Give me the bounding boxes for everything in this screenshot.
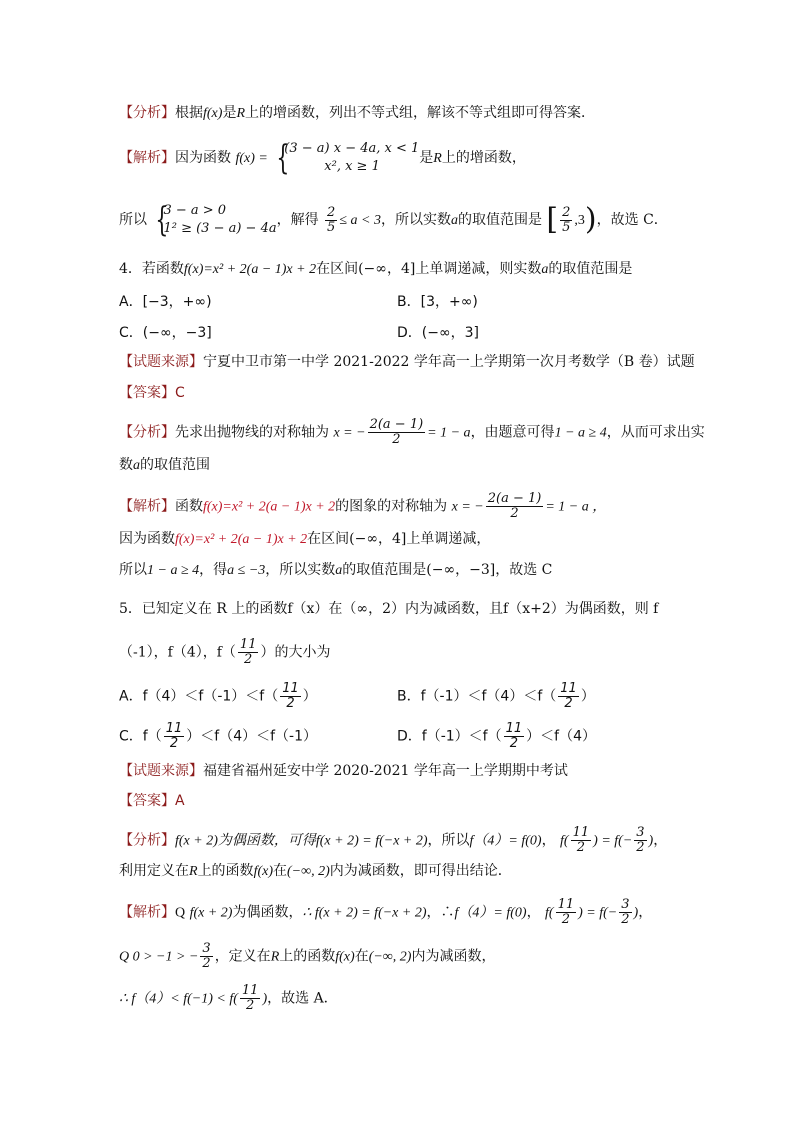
piece-2: x², x ≥ 1 [324, 159, 380, 174]
fraction: $\frac{2}{5}$ [562, 204, 571, 235]
math-result: a ≤ −3 [227, 563, 266, 578]
math-fx: f(x) [335, 949, 355, 965]
math-interval: (−∞, 2) [368, 949, 412, 965]
math-expr: ) = f(− [578, 905, 618, 921]
fraction: $\frac{11}{2}$ [165, 721, 183, 751]
q4-stem [119, 260, 632, 279]
math-expr: Q 0 > −1 > − [119, 949, 199, 965]
fraction: $\frac{3}{2}$ [621, 897, 630, 927]
q3-conclusion [119, 202, 668, 238]
q4-option-d: D．(−∞，3] [397, 325, 480, 341]
text: 利用定义在 [119, 863, 189, 879]
fraction: $\frac{11}{2}$ [557, 897, 575, 927]
math-axis-rhs: = 1 − a [427, 425, 471, 441]
math-a: a [541, 262, 549, 277]
answer-text: A [175, 793, 185, 809]
fraction: $\frac{11}{2}$ [282, 681, 299, 711]
solution-label: 【解析】 [119, 498, 175, 515]
q4-solution-line3 [119, 561, 552, 580]
text: ）的大小为 [260, 644, 331, 661]
fraction: $\frac{2}{5}$ [327, 204, 336, 235]
math-ineq: 1 − a ≥ 4 [554, 425, 607, 441]
solution-label: 【解析】 [119, 904, 175, 921]
math-expr: f(x + 2)为偶函数，可得 [175, 833, 316, 849]
text: 因为函数 [175, 150, 231, 166]
text: 先求出抛物线的对称轴为 [175, 424, 329, 441]
inequality-system [151, 202, 276, 238]
text: （-1），f（4），f（ [119, 644, 236, 661]
q4-option-b: B．[3，+∞) [397, 294, 478, 310]
right-paren: ) [584, 202, 597, 237]
math-R: R [189, 864, 198, 879]
math-axis-lhs: x = − [333, 425, 366, 441]
math-ineq: 1 − a ≥ 4 [147, 563, 200, 578]
q5-answer [119, 792, 185, 810]
math-expr: ∴ f（4）< f(−1) < f( [119, 991, 238, 1007]
fraction: $\frac{2(a - 1)}{2}$ [369, 417, 424, 447]
q5-analysis-cont [119, 862, 512, 881]
text: 是 [419, 150, 434, 166]
text: ，∴ [426, 904, 455, 921]
math-fx: f(x) [203, 106, 223, 121]
math-expr: f（4）= f(0) [469, 833, 542, 849]
text: 上的函数 [279, 948, 336, 965]
fraction: $\frac{11}{2}$ [572, 825, 590, 855]
math-fx: f(x)=x² + 2(a − 1)x + 2 [175, 532, 308, 547]
text: 内为减函数，即可得出结论． [329, 863, 512, 879]
math-expr: ) = f(− [593, 833, 633, 849]
text: 是 [222, 105, 237, 121]
left-brace: { [276, 138, 290, 178]
fraction: $\frac{11}{2}$ [560, 681, 577, 711]
q5-stem-cont [119, 638, 330, 667]
q5-option-b: B．f（-1）＜f（4）＜f（ $\frac{11}{2}$ ） [397, 681, 595, 711]
fraction: $\frac{11}{2}$ [505, 721, 523, 751]
math-expr: ) [648, 833, 654, 849]
left-bracket: [ [546, 202, 559, 237]
text: 数 [119, 457, 133, 473]
q4-analysis [119, 418, 705, 447]
math-fx: f(x)=x² + 2(a − 1)x + 2 [183, 262, 317, 277]
ineq-2: 1² ≥ (3 − a) − 4a [163, 221, 277, 236]
math-range: ≤ a < 3 [339, 213, 381, 228]
q4-option-c: C．(−∞，−3] [119, 325, 212, 341]
math-expr: f（4）= f(0) [454, 905, 527, 921]
q5-option-a: A．f（4）＜f（-1）＜f（ $\frac{11}{2}$ ） [119, 681, 317, 711]
source-text: 福建省福州延安中学 2020-2021 学年高一上学期期中考试 [203, 763, 568, 779]
q5-option-c: C．f（ $\frac{11}{2}$ ）＜f（4）＜f（-1） [119, 721, 317, 751]
q4-solution [119, 492, 606, 521]
text: ，故选 A． [267, 990, 338, 1007]
math-R: R [236, 106, 245, 121]
text: 在 [273, 863, 287, 879]
text: f（x+2）为偶函数，则 f [503, 601, 659, 617]
answer-label: 【答案】 [119, 793, 175, 809]
text: 所以 [119, 562, 147, 578]
text: 的取值范围是 [457, 212, 542, 228]
analysis-label: 【分析】 [119, 424, 175, 441]
text: ，所以实数 [380, 212, 451, 228]
solution-label: 【解析】 [119, 150, 175, 166]
text: ，由题意可得 [470, 424, 555, 441]
fraction: $\frac{11}{2}$ [241, 983, 259, 1013]
text: ，解得 [276, 212, 319, 228]
q5-solution [119, 898, 652, 927]
text: ，所以实数 [265, 562, 336, 578]
text: ，得 [199, 562, 228, 578]
text: ， [526, 904, 541, 921]
math-expr: f( [545, 905, 554, 921]
text: 上的函数 [197, 863, 254, 879]
text: 的取值范围是 [548, 261, 633, 277]
text: ，定义在 [214, 948, 271, 965]
text: 在区间(−∞，4]上单调递减， [307, 531, 491, 547]
text: 5．已知定义在 R 上的函数 [119, 601, 288, 617]
q4-source [119, 353, 695, 371]
math-axis-rhs: = 1 − a ， [545, 499, 607, 515]
math-expr: ∴ f(x + 2) = f(−x + 2) [302, 905, 427, 921]
text: 为偶函数， [232, 904, 303, 921]
math-a: a [335, 563, 343, 578]
text: 因为函数 [119, 531, 175, 547]
math-R: R [270, 949, 280, 965]
math-interval: (−∞, 2) [287, 864, 330, 879]
text: f（x）在（∞，2）内为减函数，且 [287, 601, 504, 617]
left-brace: { [155, 200, 169, 240]
math-expr: f( [560, 833, 569, 849]
text: 函数 [175, 498, 203, 515]
text: ， [653, 832, 668, 849]
source-label: 【试题来源】 [119, 763, 203, 779]
math-expr: Q [175, 905, 186, 921]
fraction: $\frac{3}{2}$ [202, 941, 211, 971]
answer-label: 【答案】 [119, 385, 175, 401]
text: ， [541, 832, 556, 849]
math-a: a [450, 213, 458, 228]
text: ，从而可求出实 [606, 424, 705, 441]
text: 4．若函数 [119, 261, 184, 277]
text: 在区间(−∞，4]上单调递减，则实数 [316, 261, 542, 277]
math-expr: f(x + 2) = f(−x + 2) [315, 833, 428, 849]
answer-text: C [175, 385, 185, 401]
piece-1: (3 − a) x − 4a, x < 1 [284, 141, 420, 156]
math-tail: ,3 [574, 213, 585, 228]
q4-solution-line2 [119, 530, 490, 549]
q5-analysis [119, 826, 667, 855]
fraction: $\frac{3}{2}$ [636, 825, 645, 855]
fraction: $\frac{11}{2}$ [239, 637, 257, 667]
math-R: R [433, 151, 442, 166]
q4-analysis-cont [119, 456, 210, 475]
text: 内为减函数， [411, 948, 496, 965]
fraction: $\frac{2(a - 1)}{2}$ [487, 491, 542, 521]
text: 上的增函数， [441, 150, 526, 166]
math-a: a [133, 458, 140, 473]
math-fx: f(x) = [235, 151, 268, 166]
text: 在 [354, 948, 369, 965]
source-text: 宁夏中卫市第一中学 2021-2022 学年高一上学期第一次月考数学（B 卷）试题 [203, 354, 695, 370]
analysis-label: 【分析】 [119, 105, 175, 121]
text: 的图象的对称轴为 [335, 498, 448, 515]
ineq-1: 3 − a > 0 [163, 203, 227, 218]
q5-stem [119, 600, 658, 618]
source-label: 【试题来源】 [119, 354, 203, 370]
q4-answer [119, 384, 185, 402]
q3-analysis [119, 104, 595, 123]
q3-solution [119, 140, 526, 176]
math-expr: ) [633, 905, 639, 921]
text: 的取值范围 [140, 457, 210, 473]
text: 的取值范围是(−∞，−3]，故选 C [342, 562, 553, 578]
math-expr: f(x + 2) [189, 905, 233, 921]
q5-option-d: D．f（-1）＜f（ $\frac{11}{2}$ ）＜f（4） [397, 721, 596, 751]
q5-solution-line2 [119, 942, 495, 971]
math-expr: ) [262, 991, 268, 1007]
q5-solution-line3 [119, 984, 338, 1013]
math-fx: f(x)=x² + 2(a − 1)x + 2 [203, 499, 336, 515]
q4-option-a: A．[−3，+∞) [119, 294, 212, 310]
text: 所以 [119, 212, 147, 228]
math-fx: f(x) [253, 864, 273, 879]
text: ，所以 [427, 832, 470, 849]
q5-source [119, 762, 568, 780]
analysis-label: 【分析】 [119, 832, 175, 849]
text: 上的增函数，列出不等式组，解该不等式组即可得答案． [245, 105, 595, 121]
text: ， [638, 904, 653, 921]
piecewise-system [272, 140, 419, 176]
text: ，故选 C． [596, 212, 668, 228]
math-axis-lhs: x = − [451, 499, 484, 515]
text: 根据 [175, 105, 203, 121]
